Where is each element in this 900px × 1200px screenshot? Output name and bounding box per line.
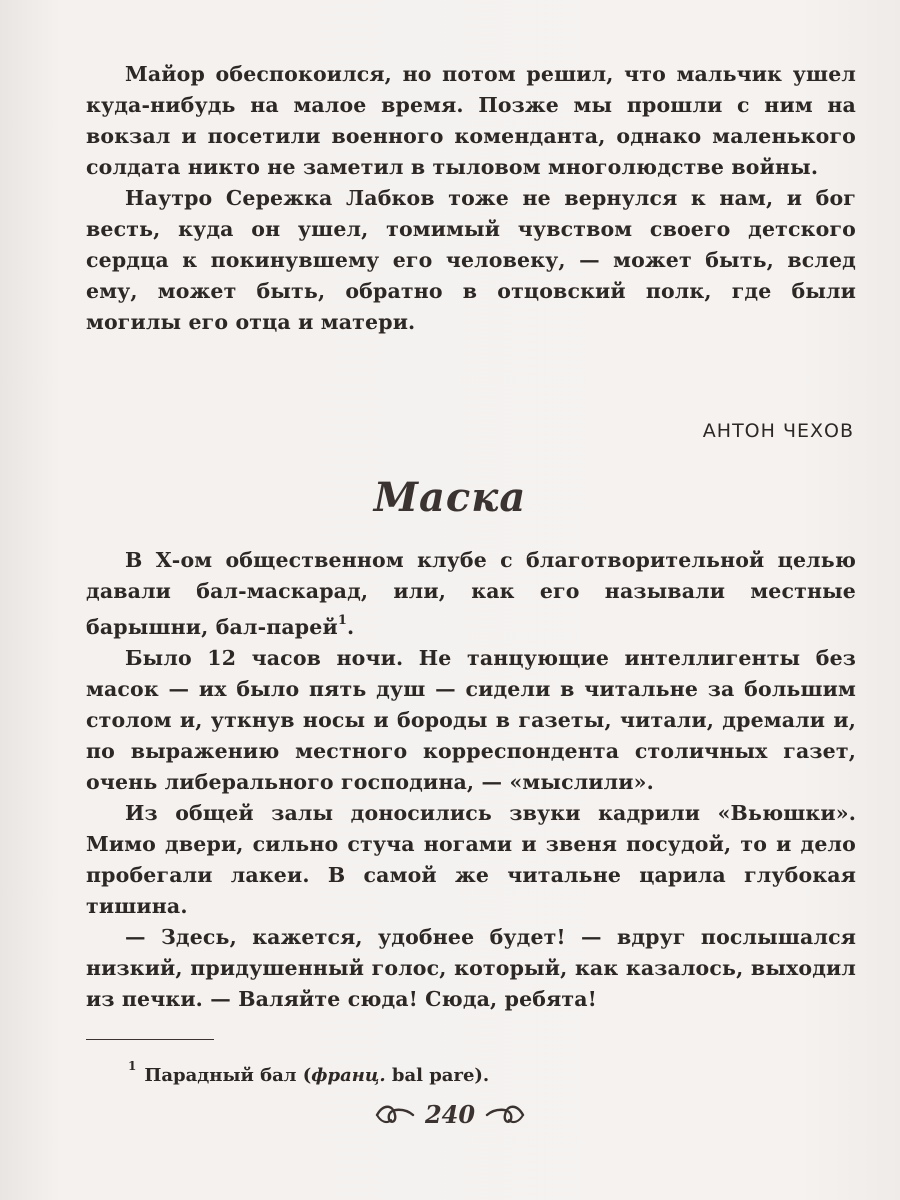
paragraph-text: В Х-ом общественном клубе с благотворительной целью давали бал-маскарад, или, как его называли местные барышни, бал-парей	[86, 548, 856, 639]
author-name: АНТОН ЧЕХОВ	[702, 420, 854, 442]
footnote-number: 1	[128, 1059, 137, 1073]
paragraph: Майор обеспокоился, но потом решил, что мальчик ушел куда-нибудь на малое время. Позже мы прошли с ним на вокзал и посетили военного коменданта, однако маленького солдата никто не заметил в тыловом многолюдстве войны.	[86, 62, 856, 179]
left-ornament-icon	[375, 1102, 415, 1128]
footnote-mark: 1	[337, 613, 348, 628]
story-text	[86, 545, 856, 1015]
paragraph: Было 12 часов ночи. Не танцующие интеллигенты без масок — их было пять душ — сидели в читальне за большим столом и, уткнув носы и бороды в газеты, читали, дремали и, по выражению местного корреспондента столичных газет, очень либерального господина, — «мыслили».	[86, 645, 856, 794]
footnote-italic: франц.	[311, 1065, 386, 1086]
paragraph: — Здесь, кажется, удобнее будет! — вдруг послышался низкий, придушенный голос, который, как казалось, выходил из печки. — Валяйте сюда! Сюда, ребята!	[86, 924, 856, 1011]
paragraph	[86, 545, 856, 643]
paragraph: Из общей залы доносились звуки кадрили «Вьюшки». Мимо двери, сильно стуча ногами и звеня посудой, то и дело пробегали лакеи. В самой же читальне царила глубокая тишина.	[86, 800, 856, 918]
footnote-text: Парадный бал (	[144, 1065, 312, 1086]
page-number-area	[0, 1100, 900, 1129]
paragraph: Наутро Сережка Лабков тоже не вернулся к нам, и бог весть, куда он ушел, томимый чувством своего детского сердца к покинувшему его человеку, — может быть, вслед ему, может быть, обратно в отцовский полк, где были могилы его отца и матери.	[86, 186, 856, 334]
footnote-text-end: bal pare).	[385, 1065, 490, 1086]
right-ornament-icon	[485, 1102, 525, 1128]
story-title: Маска	[373, 474, 527, 521]
footnote-divider	[86, 1039, 214, 1040]
page-number: 240	[424, 1100, 476, 1129]
footnote	[128, 1059, 490, 1086]
paragraph-end: .	[347, 614, 355, 639]
previous-story-ending	[86, 59, 856, 338]
